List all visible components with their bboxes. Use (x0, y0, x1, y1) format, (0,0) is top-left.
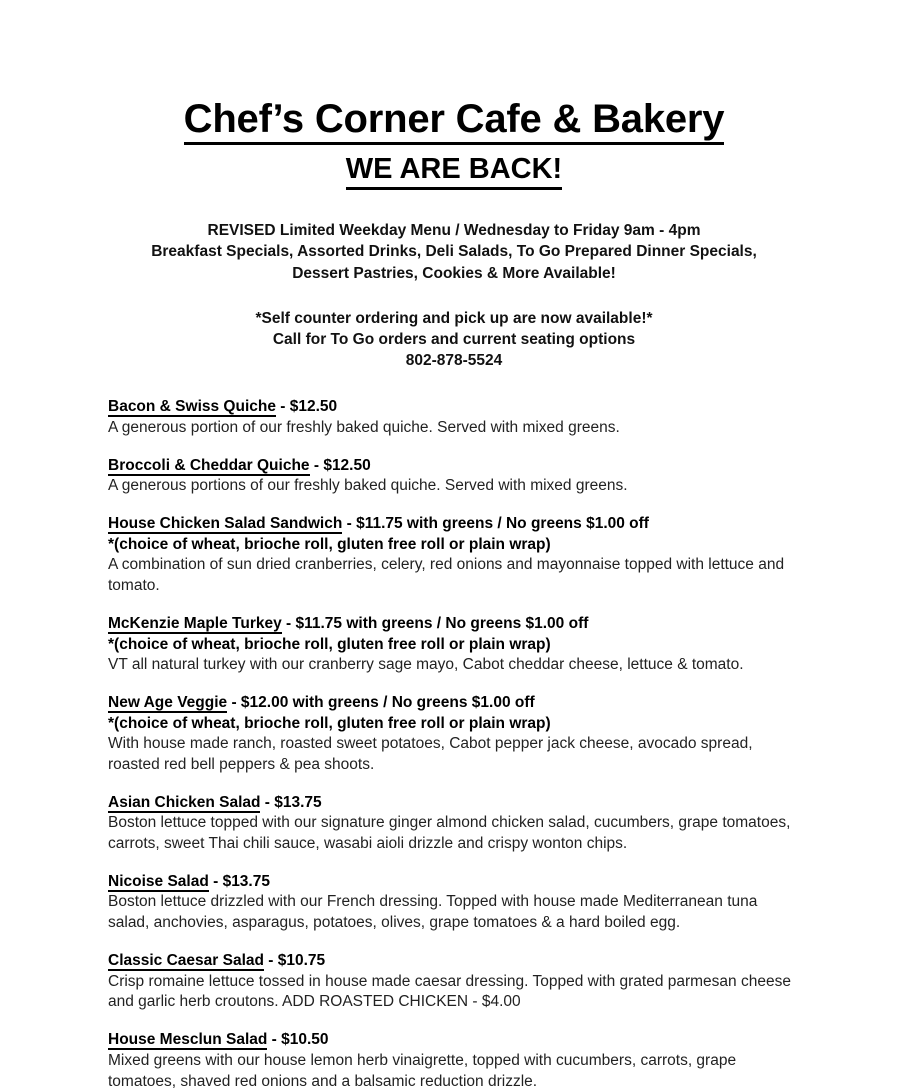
item-heading (108, 1030, 800, 1051)
item-name: Asian Chicken Salad (108, 793, 261, 811)
item-description: A combination of sun dried cranberries, celery, red onions and mayonnaise topped with lettuce and tomato. (108, 556, 785, 595)
item-heading (108, 397, 800, 418)
item-description: Boston lettuce drizzled with our French dressing. Topped with house made Mediterranean tuna salad, anchovies, asparagus, potatoes, olives, grape tomatoes & a hard boiled egg. (108, 893, 758, 932)
item-name: House Chicken Salad Sandwich (108, 515, 343, 533)
ordering-line-1: *Self counter ordering and pick up are now available!* (255, 309, 653, 327)
schedule-block (0, 220, 908, 284)
item-name: Bacon & Swiss Quiche (108, 398, 276, 416)
ordering-block (0, 308, 908, 372)
item-description: A generous portions of our freshly baked quiche. Served with mixed greens. (108, 477, 628, 495)
item-description: Crisp romaine lettuce tossed in house made caesar dressing. Topped with grated parmesan cheese and garlic herb croutons. ADD ROASTED CHICKEN - $4.00 (108, 972, 791, 1011)
item-price: - $12.50 (309, 456, 371, 474)
item-price: - $11.75 with greens / No greens $1.00 off (281, 614, 589, 632)
phone-number: 802-878-5524 (405, 352, 503, 370)
item-description: Boston lettuce topped with our signature ginger almond chicken salad, cucumbers, grape tomatoes, carrots, sweet Thai chili sauce, wasabi aioli drizzle and crispy wonton chips. (108, 814, 791, 853)
item-heading (108, 693, 800, 714)
item-options: *(choice of wheat, brioche roll, gluten free roll or plain wrap) (108, 535, 551, 553)
item-options: *(choice of wheat, brioche roll, gluten free roll or plain wrap) (108, 635, 551, 653)
menu-item (108, 397, 800, 438)
menu-item (108, 872, 800, 934)
menu-item (108, 1030, 800, 1092)
menu-item (108, 693, 800, 776)
item-name: Classic Caesar Salad (108, 952, 264, 969)
schedule-line-2: Breakfast Specials, Assorted Drinks, Deli Salads, To Go Prepared Dinner Specials, (151, 243, 757, 261)
item-price: - $13.75 (260, 793, 322, 811)
item-heading (108, 872, 800, 893)
item-heading (108, 514, 800, 535)
schedule-line-1: REVISED Limited Weekday Menu / Wednesday to Friday 9am - 4pm (207, 222, 701, 240)
item-heading (108, 951, 800, 972)
item-price: - $12.00 with greens / No greens $1.00 off (227, 693, 535, 711)
subtitle-text: WE ARE BACK! (346, 154, 562, 190)
item-description: With house made ranch, roasted sweet potatoes, Cabot pepper jack cheese, avocado spread, roasted red bell peppers & pea shoots. (108, 735, 753, 773)
item-description: Mixed greens with our house lemon herb vinaigrette, topped with cucumbers, carrots, grape tomatoes, shaved red onions and a balsamic reduction drizzle. (108, 1051, 737, 1090)
page-title (0, 98, 908, 145)
item-heading (108, 614, 800, 635)
masthead (0, 0, 908, 190)
item-price: - $10.50 (267, 1031, 329, 1049)
item-description: A generous portion of our freshly baked quiche. Served with mixed greens. (108, 419, 620, 437)
item-name: Nicoise Salad (108, 872, 209, 890)
item-options: *(choice of wheat, brioche roll, gluten free roll or plain wrap) (108, 714, 551, 732)
item-price: - $12.50 (275, 398, 338, 416)
item-price: - $10.75 (263, 952, 326, 969)
item-name: New Age Veggie (108, 693, 228, 711)
item-description: VT all natural turkey with our cranberry sage mayo, Cabot cheddar cheese, lettuce & tomato. (108, 656, 744, 674)
page-title-text: Chef’s Corner Cafe & Bakery (184, 98, 725, 145)
subtitle (0, 154, 908, 190)
menu-item (108, 951, 800, 1013)
ordering-line-2: Call for To Go orders and current seating options (272, 331, 636, 349)
item-heading (108, 456, 800, 477)
menu-item (108, 514, 800, 597)
item-heading (108, 793, 800, 814)
item-price: - $13.75 (208, 872, 270, 890)
menu-item (108, 456, 800, 497)
item-name: Broccoli & Cheddar Quiche (108, 456, 310, 474)
item-name: McKenzie Maple Turkey (108, 614, 282, 632)
item-price: - $11.75 with greens / No greens $1.00 off (342, 515, 649, 533)
schedule-line-3: Dessert Pastries, Cookies & More Available! (292, 264, 616, 282)
menu-item (108, 614, 800, 676)
menu-item (108, 793, 800, 855)
menu-list (0, 397, 908, 1092)
item-name: House Mesclun Salad (108, 1031, 268, 1049)
